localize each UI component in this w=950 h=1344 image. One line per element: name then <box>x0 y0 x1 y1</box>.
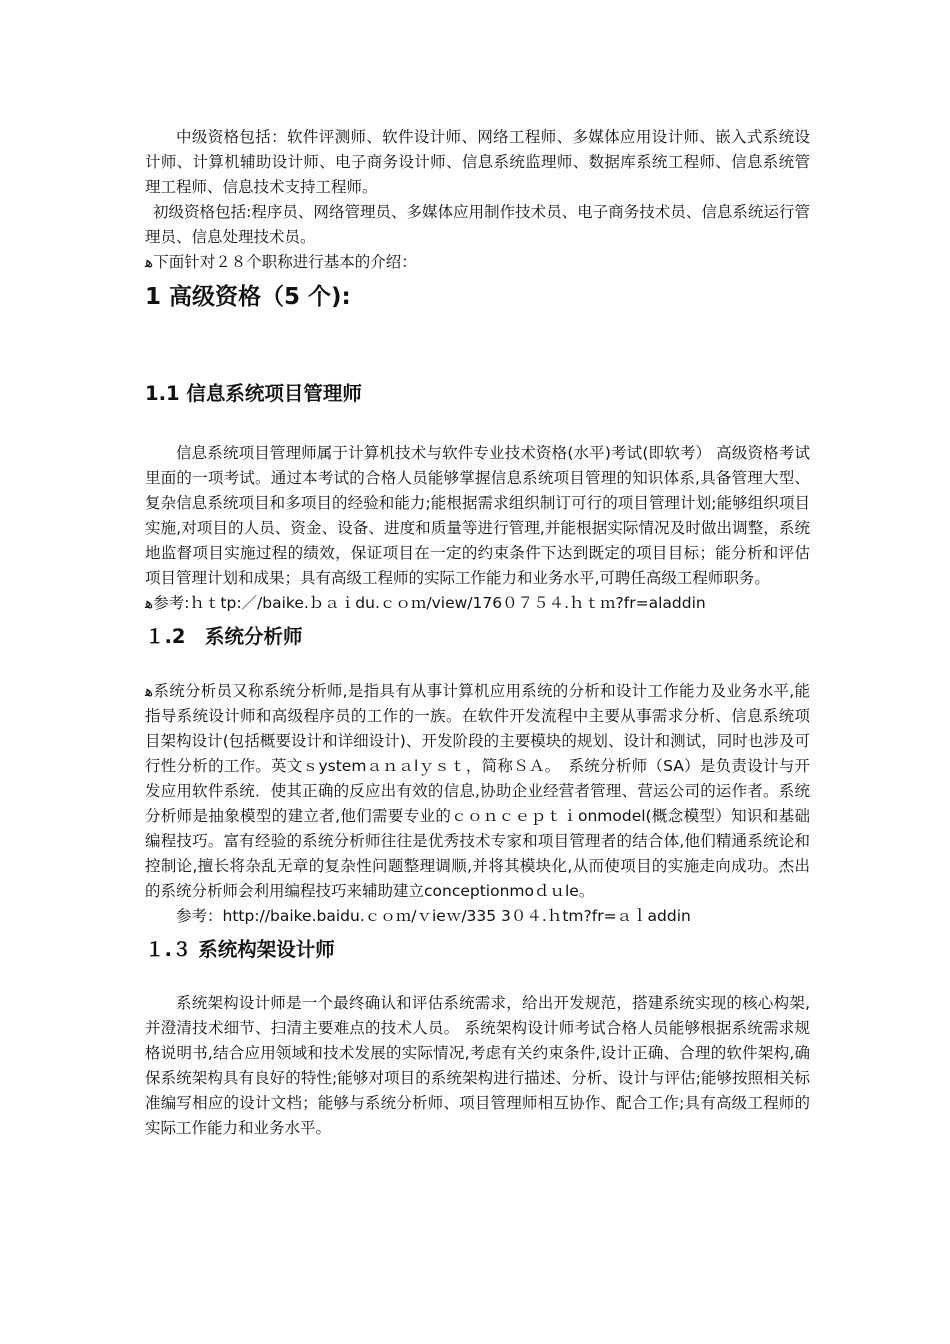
section-1-heading: 1 高级资格（5 个): <box>145 284 351 310</box>
section-1-1-heading: 1.1 信息系统项目管理师 <box>145 382 362 405</box>
section-1-2-reference: 参考：http://baike.baidu.ｃｏｍ/ｖieｗ/335 3０４.ｈtm?fr=ａｌaddin <box>176 907 691 925</box>
intro-intermediate-paragraph: 中级资格包括：软件评测师、软件设计师、网络工程师、多媒体应用设计师、嵌入式系统设计师、计算机辅助设计师、电子商务设计师、信息系统监理师、数据库系统工程师、信息系统管理工程师、信息技术支持工程师。 <box>145 128 810 196</box>
section-1-1-reference: ﻫ参考:ｈｔtp:／/baike.ｂａｉdu.ｃｏｍ/view/176０７５４.ｈｔｍ?fr=aladdin <box>145 594 706 612</box>
section-1-1-body: 信息系统项目管理师属于计算机技术与软件专业技术资格(水平)考试(即软考） 高级资格考试里面的一项考试。通过本考试的合格人员能够掌握信息系统项目管理的知识体系,具备管理大型、复杂信息系统项目和多项目的经验和能力;能根据需求组织制订可行的项目管理计划;能够组织项目实施,对项目的人员、资金、设备、进度和质量等进行管理,并能根据实际情况及时做出调整，系统地监督项目实施过程的绩效，保证项目在一定的约束条件下达到既定的项目目标；能分析和评估项目管理计划和成果；具有高级工程师的实际工作能力和业务水平,可聘任高级工程师职务。 <box>145 444 810 587</box>
section-1-3-body: 系统架构设计师是一个最终确认和评估系统需求，给出开发规范，搭建系统实现的核心构架,并澄清技术细节、扫清主要难点的技术人员。 系统架构设计师考试合格人员能够根据系统需求规格说明书,结合应用领域和技术发展的实际情况,考虑有关约束条件,设计正确、合理的软件架构,确保系统架构具有良好的特性;能够对项目的系统架构进行描述、分析、设计与评估;能够按照相关标准编写相应的设计文档；能够与系统分析师、项目管理师相互协作、配合工作;具有高级工程师的实际工作能力和业务水平。 <box>145 994 810 1137</box>
intro-lead-paragraph: ﻫ下面针对２８个职称进行基本的介绍： <box>145 253 417 271</box>
section-1-2-body: ﻫ系统分析员又称系统分析师,是指具有从事计算机应用系统的分析和设计工作能力及业务水平,能指导系统设计师和高级程序员的工作的一族。在软件开发流程中主要从事需求分析、信息系统项目架构设计(包括概要设计和详细设计)、开发阶段的主要模块的规划、设计和测试，同时也涉及可行性分析的工作。英文ｓystemａｎａlｙｓｔ，简称ＳＡ。 系统分析师（SA）是负责设计与开发应用软件系统．使其正确的反应出有效的信息,协助企业经营者管理、营运公司的运作者。系统分析师是抽象模型的建立者,他们需要专业的ｃｏｎｃｅｐｔｉonmodel(概念模型）知识和基础编程技巧。富有经验的系统分析师往往是优秀技术专家和项目管理者的结合体,他们精通系统论和控制论,擅长将杂乱无章的复杂性问题整理调顺,并将其模块化,从而使项目的实施走向成功。杰出的系统分析师会利用编程技巧来辅助建立conceptionmoｄｕle。 <box>145 682 810 900</box>
intro-junior-paragraph: 初级资格包括:程序员、网络管理员、多媒体应用制作技术员、电子商务技术员、信息系统运行管理员、信息处理技术员。 <box>145 203 810 246</box>
section-1-2-heading: １.2 系统分析师 <box>145 625 303 648</box>
section-1-3-heading: １.３ 系统构架设计师 <box>145 938 335 961</box>
